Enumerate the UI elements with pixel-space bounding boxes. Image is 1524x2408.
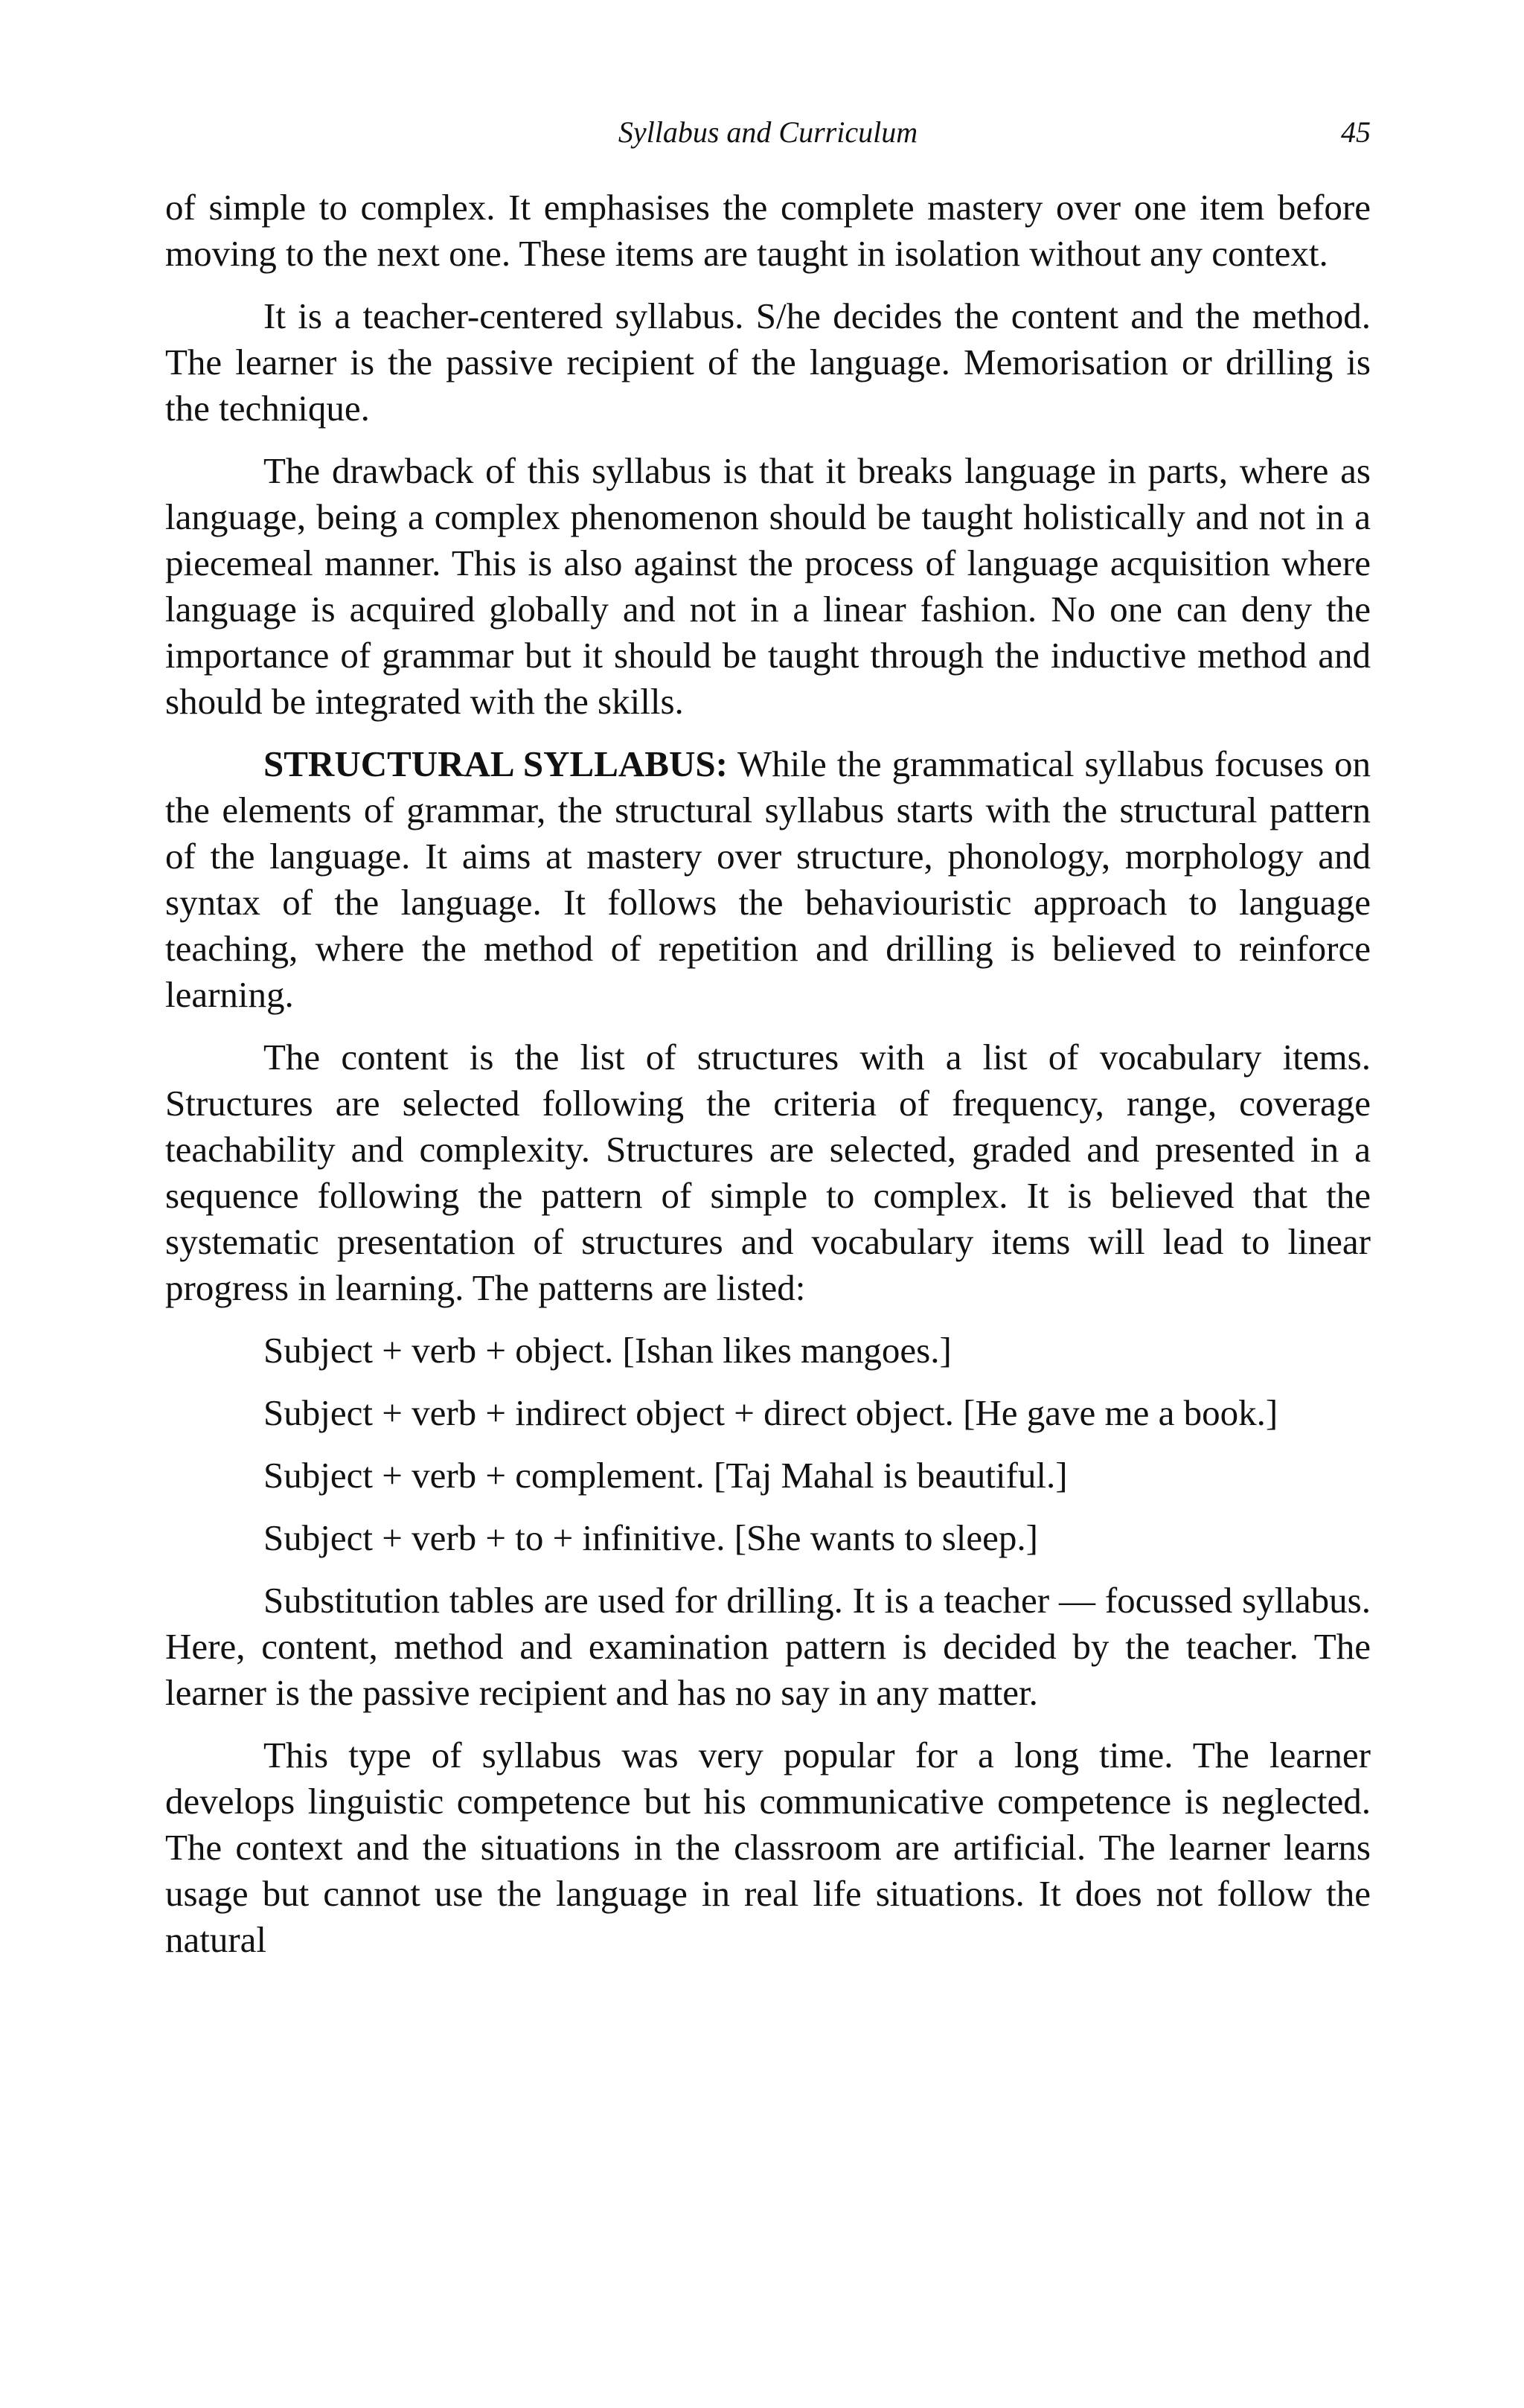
pattern-item: Subject + verb + object. [Ishan likes mangoes.] xyxy=(263,1330,952,1371)
running-title: Syllabus and Curriculum xyxy=(618,115,918,149)
paragraph-teacher-centered: It is a teacher-centered syllabus. S/he decides the content and the method. The learner is the passive recipient of the language. Memorisation or drilling is the technique. xyxy=(165,295,1371,429)
pattern-item: Subject + verb + complement. [Taj Mahal is beautiful.] xyxy=(263,1455,1068,1496)
pattern-item: Subject + verb + indirect object + direct object. [He gave me a book.] xyxy=(263,1392,1278,1433)
paragraph-drawback: The drawback of this syllabus is that it breaks language in parts, where as language, being a complex phenomenon should be taught holistically and not in a piecemeal manner. This is also against the process of language acquisition where language is acquired globally and not in a linear fashion. No one can deny the importance of grammar but it should be taught through the inductive method and should be integrated with the skills. xyxy=(165,450,1371,722)
paragraph-content: The content is the list of structures with a list of vocabulary items. Structures are selected following the criteria of frequency, range, coverage teachability and complexity. Structures are selected, graded and presented in a sequence following the pattern of simple to complex. It is believed that the systematic presentation of structures and vocabulary items will lead to linear progress in learning. The patterns are listed: xyxy=(165,1037,1371,1308)
page-number: 45 xyxy=(1341,115,1371,149)
pattern-item: Subject + verb + to + infinitive. [She wants to sleep.] xyxy=(263,1517,1038,1558)
paragraph-structural-syllabus-text: While the grammatical syllabus focuses on the elements of grammar, the structural syllabus starts with the structural pattern of the language. It aims at mastery over structure, phonology, morphology and syntax of the language. It follows the behaviouristic approach to language teaching, where the method of repetition and drilling is believed to reinforce learning. xyxy=(165,743,1371,1015)
running-header xyxy=(165,110,1371,155)
body-text xyxy=(165,185,1371,1979)
paragraph-structural-syllabus xyxy=(165,741,1371,1018)
section-heading-structural-syllabus: STRUCTURAL SYLLABUS: xyxy=(263,743,728,784)
paragraph-substitution-tables: Substitution tables are used for drilling. It is a teacher — focussed syllabus. Here, content, method and examination pattern is decided by the teacher. The learner is the passive recipient and has no say in any matter. xyxy=(165,1580,1371,1713)
paragraph-popularity: This type of syllabus was very popular for a long time. The learner develops linguistic competence but his communicative competence is neglected. The context and the situations in the classroom are artificial. The learner learns usage but cannot use the language in real life situations. It does not follow the natural xyxy=(165,1735,1371,1960)
paragraph-continued: of simple to complex. It emphasises the complete mastery over one item before moving to the next one. These items are taught in isolation without any context. xyxy=(165,187,1371,274)
